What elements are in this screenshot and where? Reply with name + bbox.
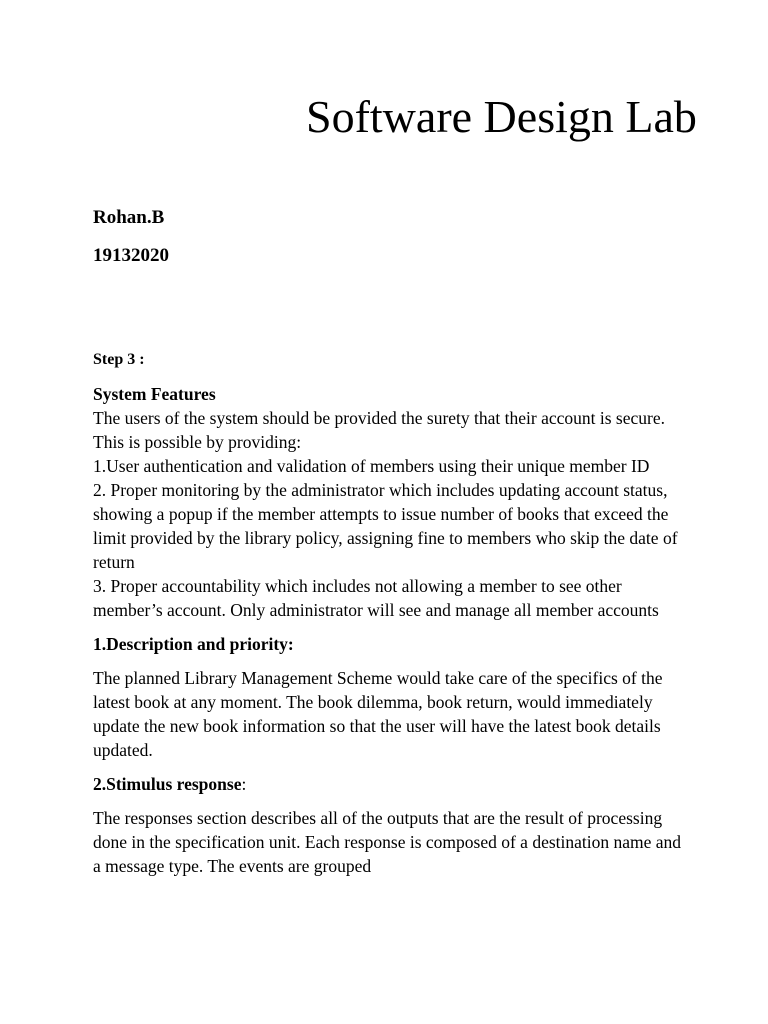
stimulus-response-heading-colon: : [241,774,247,794]
description-priority-heading-text: 1.Description and priority: [93,634,294,654]
stimulus-response-heading [93,772,683,796]
author-name: Rohan.B [93,207,165,228]
feature-point-2: 2. Proper monitoring by the administrator which includes updating account status, showing a popup if the member attempts to issue number of books that exceed the limit provided by the library policy, assigning fine to members who skip the date of return [93,480,678,572]
system-features-intro: The users of the system should be provided the surety that their account is secure. This is possible by providing: [93,408,665,452]
roll-number: 19132020 [93,245,169,266]
stimulus-response-heading-text: 2.Stimulus response [93,774,242,794]
step-label: Step 3 : [93,351,145,368]
description-priority-body: The planned Library Management Scheme would take care of the specifics of the latest book at any moment. The book dilemma, book return, would immediately update the new book information so that the user will have the latest book details updated. [93,668,663,760]
feature-point-1: 1.User authentication and validation of members using their unique member ID [93,456,650,476]
description-priority-heading [93,632,683,656]
feature-point-3: 3. Proper accountability which includes not allowing a member to see other member’s account. Only administrator will see and manage all member accounts [93,576,659,620]
document-body [93,348,683,878]
system-features-heading: System Features [93,384,216,404]
stimulus-response-body: The responses section describes all of the outputs that are the result of processing done in the specification unit. Each response is composed of a destination name and a message type. The events are grouped [93,808,682,876]
document-title: Software Design Lab [306,91,697,142]
